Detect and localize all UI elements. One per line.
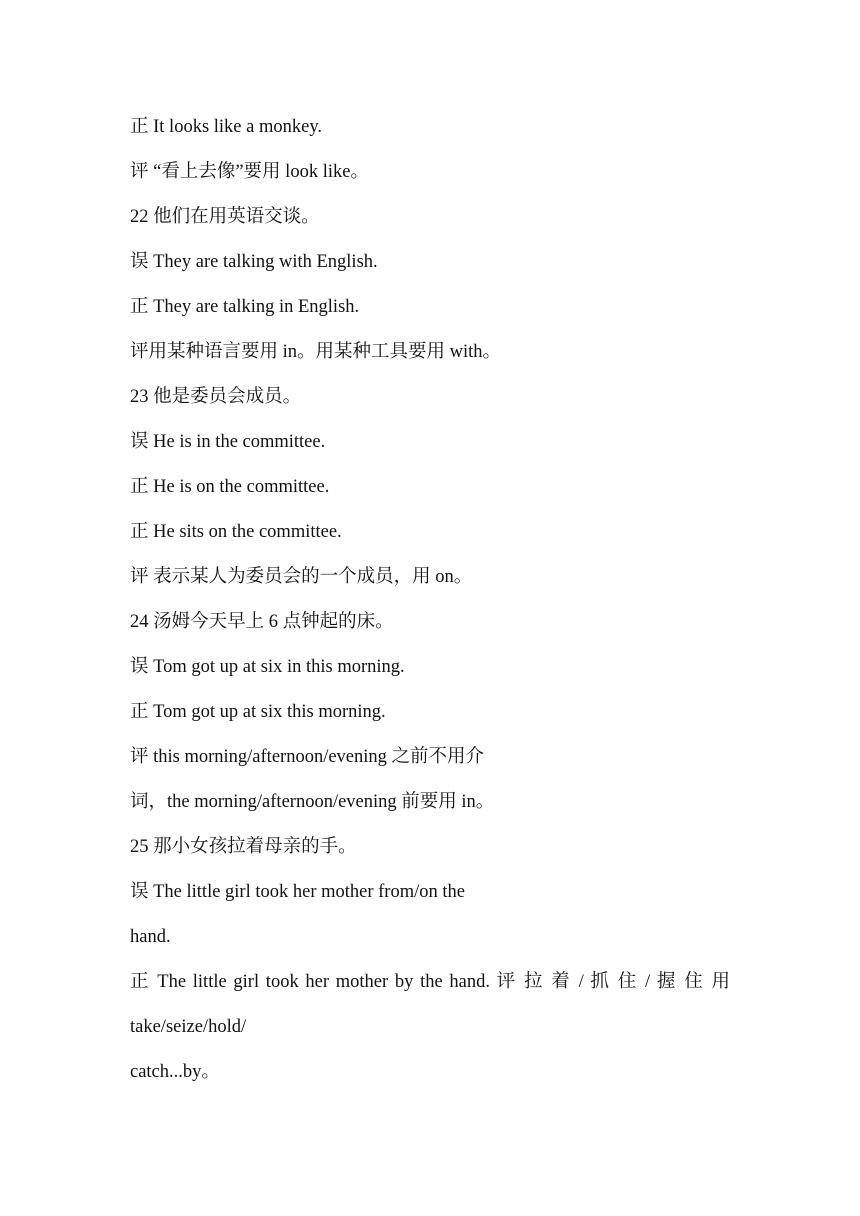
text-line: 正 It looks like a monkey.: [130, 117, 322, 137]
text-line: 误 They are talking with English.: [130, 252, 378, 272]
text-line: 24 汤姆今天早上 6 点钟起的床。: [130, 612, 394, 632]
text-line: 误 He is in the committee.: [130, 432, 326, 452]
text-line: 正 He sits on the committee.: [130, 522, 342, 542]
text-line: 评 this morning/afternoon/evening 之前不用介: [130, 747, 485, 767]
text-line: 正 Tom got up at six this morning.: [130, 702, 386, 722]
text-line: 词，the morning/afternoon/evening 前要用 in。: [130, 792, 495, 812]
text-line: 误 The little girl took her mother from/on the: [130, 882, 465, 902]
text-line: 正 They are talking in English.: [130, 297, 360, 317]
text-line: 评 “看上去像”要用 look like。: [130, 162, 369, 182]
text-line: hand.: [130, 927, 171, 947]
text-line: 误 Tom got up at six in this morning.: [130, 657, 405, 677]
text-line: 23 他是委员会成员。: [130, 387, 302, 407]
text-line: 正 The little girl took her mother by the hand. 评 拉 着 / 抓 住 / 握 住 用: [130, 972, 730, 992]
text-line: 评用某种语言要用 in。用某种工具要用 with。: [130, 342, 502, 362]
text-line: 正 He is on the committee.: [130, 477, 330, 497]
text-line: 22 他们在用英语交谈。: [130, 207, 320, 227]
text-line: 评 表示某人为委员会的一个成员，用 on。: [130, 567, 473, 587]
text-line: 25 那小女孩拉着母亲的手。: [130, 837, 357, 857]
text-line: take/seize/hold/: [130, 1017, 247, 1037]
text-line: catch...by。: [130, 1062, 220, 1082]
